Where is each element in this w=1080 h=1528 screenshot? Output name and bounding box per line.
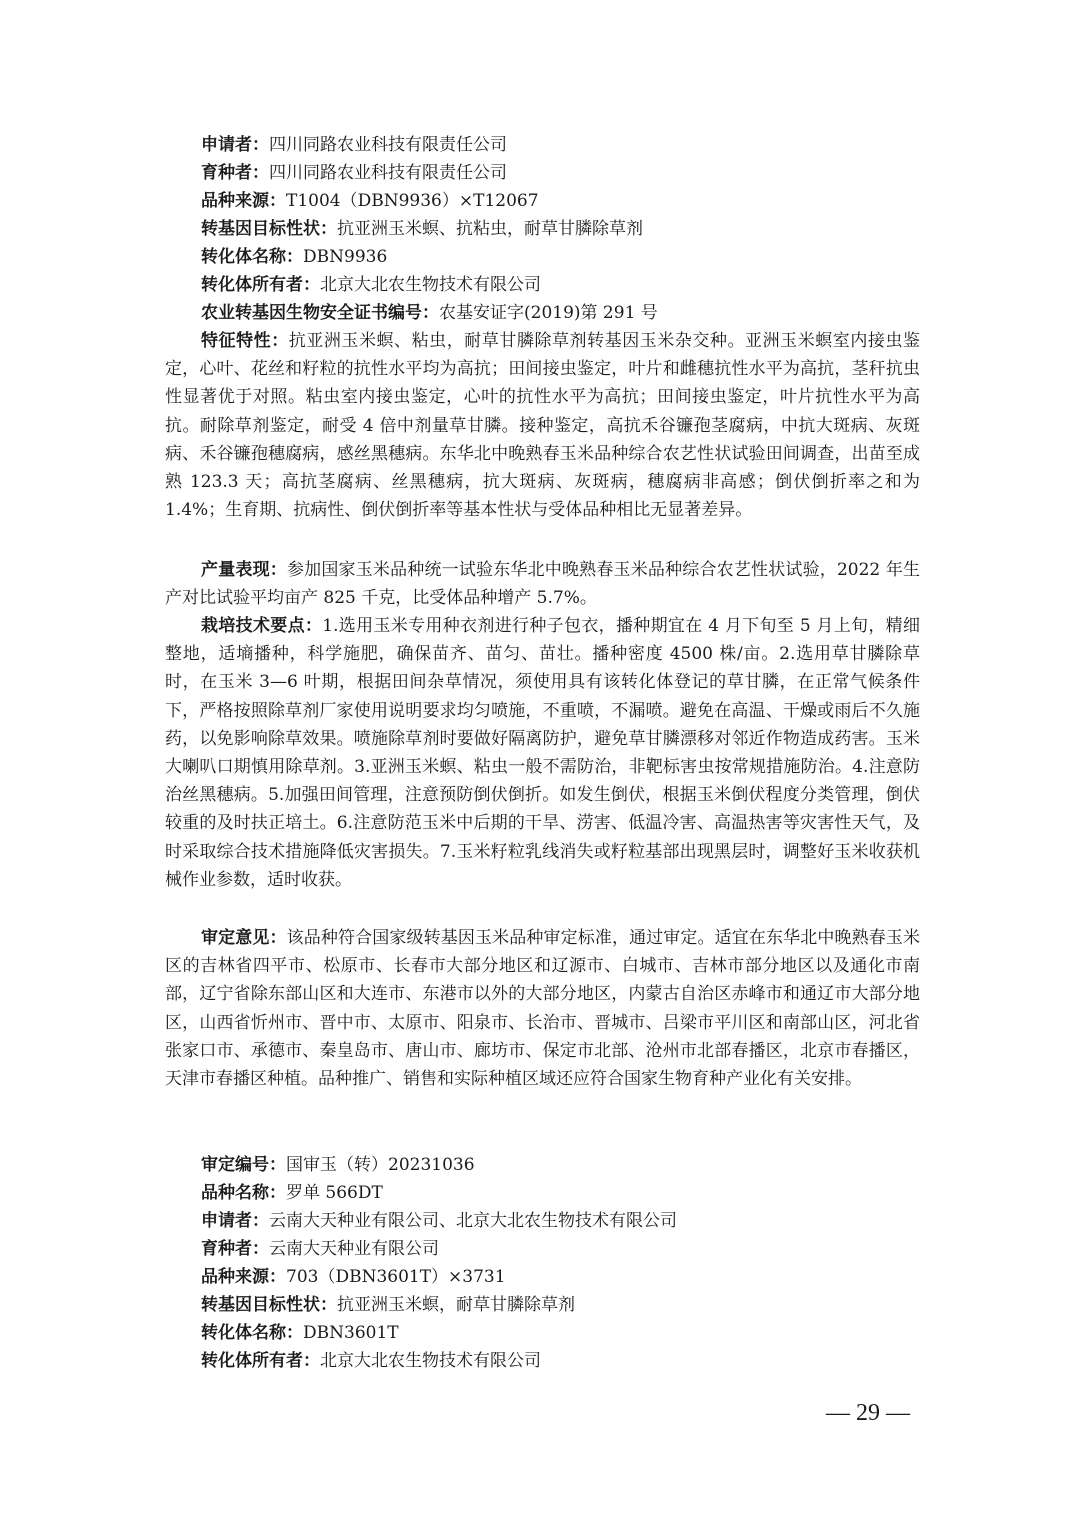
applicant-label: 申请者： (201, 135, 269, 155)
trait2-value: 抗亚洲玉米螟，耐草甘膦除草剂 (337, 1295, 575, 1315)
page-number: — 29 — (826, 1400, 910, 1426)
trait-label: 转基因目标性状： (201, 219, 337, 239)
event-owner-line (165, 271, 920, 299)
event-owner-label: 转化体所有者： (201, 275, 320, 295)
trait2-label: 转基因目标性状： (201, 1295, 337, 1315)
event-owner2-value: 北京大北农生物技术有限公司 (320, 1351, 541, 1371)
opinion-text: 该品种符合国家级转基因玉米品种审定标准，通过审定。适宜在东华北中晚熟春玉米区的吉林省四平市、松原市、长春市大部分地区和辽源市、白城市、吉林市部分地区以及通化市南部，辽宁省除东部山区和大连市、东港市以外的大部分地区，内蒙古自治区赤峰市和通辽市大部分地区，山西省忻州市、晋中市、太原市、阳泉市、长治市、晋城市、吕梁市平川区和南部山区，河北省张家口市、承德市、秦皇岛市、唐山市、廊坊市、保定市北部、沧州市北部春播区，北京市春播区，天津市春播区种植。品种推广、销售和实际种植区域还应符合国家生物育种产业化有关安排。 (165, 928, 921, 1090)
variety-name-value: 罗单 566DT (286, 1183, 383, 1203)
yield-label: 产量表现： (201, 560, 287, 580)
variety-name-line (165, 1179, 920, 1207)
event-name-line (165, 243, 920, 271)
approval-no-line (165, 1151, 920, 1179)
cultivation-section (165, 612, 920, 894)
applicant2-value: 云南大天种业有限公司、北京大北农生物技术有限公司 (269, 1211, 677, 1231)
characteristics-text: 抗亚洲玉米螟、粘虫，耐草甘膦除草剂转基因玉米杂交种。亚洲玉米螟室内接虫鉴定，心叶、花丝和籽粒的抗性水平均为高抗；田间接虫鉴定，叶片和雌穗抗性水平为高抗，茎秆抗虫性显著优于对照。粘虫室内接虫鉴定，心叶的抗性水平为高抗；田间接虫鉴定，叶片抗性水平为高抗。耐除草剂鉴定，耐受 4 倍中剂量草甘膦。接种鉴定，高抗禾谷镰孢茎腐病，中抗大斑病、灰斑病、禾谷镰孢穗腐病，感丝黑穗病。东华北中晚熟春玉米品种综合农艺性状试验田间调查，出苗至成熟 123.3 天；高抗茎腐病、丝黑穗病，抗大斑病、灰斑病，穗腐病非高感；倒伏倒折率之和为 1.4%；生育期、抗病性、倒伏倒折率等基本性状与受体品种相比无显著差异。 (165, 331, 920, 521)
source2-label: 品种来源： (201, 1267, 286, 1287)
trait-value: 抗亚洲玉米螟、抗粘虫，耐草甘膦除草剂 (337, 219, 643, 239)
trait2-line (165, 1291, 920, 1319)
certificate-label: 农业转基因生物安全证书编号： (201, 303, 439, 323)
source-line (165, 187, 920, 215)
source-label: 品种来源： (201, 191, 286, 211)
event-owner2-label: 转化体所有者： (201, 1351, 320, 1371)
applicant2-label: 申请者： (201, 1211, 269, 1231)
breeder2-value: 云南大天种业有限公司 (269, 1239, 439, 1259)
characteristics-section (165, 327, 920, 524)
variety-name-label: 品种名称： (201, 1183, 286, 1203)
approval-no-value: 国审玉（转）20231036 (286, 1155, 475, 1175)
yield-paragraph (165, 556, 920, 612)
source-value: T1004（DBN9936）×T12067 (286, 191, 539, 211)
applicant2-line (165, 1207, 920, 1235)
event-name2-line (165, 1319, 920, 1347)
characteristics-paragraph (165, 327, 920, 524)
yield-text: 参加国家玉米品种统一试验东华北中晚熟春玉米品种综合农艺性状试验，2022 年生产对比试验平均亩产 825 千克，比受体品种增产 5.7%。 (165, 560, 921, 609)
characteristics-label: 特征特性： (201, 331, 289, 351)
event-name2-value: DBN3601T (303, 1323, 399, 1343)
opinion-section (165, 924, 920, 1093)
breeder-label: 育种者： (201, 163, 269, 183)
event-name2-label: 转化体名称： (201, 1323, 303, 1343)
yield-section (165, 556, 920, 612)
variety2-fields (165, 1151, 920, 1375)
trait-line (165, 215, 920, 243)
cultivation-label: 栽培技术要点： (201, 616, 323, 636)
opinion-label: 审定意见： (201, 928, 287, 948)
source2-value: 703（DBN3601T）×3731 (286, 1267, 506, 1287)
breeder-line (165, 159, 920, 187)
breeder2-line (165, 1235, 920, 1263)
cultivation-paragraph (165, 612, 920, 894)
event-name-label: 转化体名称： (201, 247, 303, 267)
event-owner-value: 北京大北农生物技术有限公司 (320, 275, 541, 295)
source2-line (165, 1263, 920, 1291)
cultivation-text: 1.选用玉米专用种衣剂进行种子包衣，播种期宜在 4 月下旬至 5 月上旬，精细整地，适墒播种，科学施肥，确保苗齐、苗匀、苗壮。播种密度 4500 株/亩。2.选用草甘膦除草时，在玉米 3—6 叶期，根据田间杂草情况，须使用具有该转化体登记的草甘膦，在正常气候条件下，严格按照除草剂厂家使用说明要求均匀喷施，不重喷，不漏喷。避免在高温、干燥或雨后不久施药，以免影响除草效果。喷施除草剂时要做好隔离防护，避免草甘膦漂移对邻近作物造成药害。玉米大喇叭口期慎用除草剂。3.亚洲玉米螟、粘虫一般不需防治，非靶标害虫按常规措施防治。4.注意防治丝黑穗病。5.加强田间管理，注意预防倒伏倒折。如发生倒伏，根据玉米倒伏程度分类管理，倒伏较重的及时扶正培土。6.注意防范玉米中后期的干旱、涝害、低温冷害、高温热害等灾害性天气，及时采取综合技术措施降低灾害损失。7.玉米籽粒乳线消失或籽粒基部出现黑层时，调整好玉米收获机械作业参数，适时收获。 (165, 616, 921, 890)
variety1-fields (165, 131, 920, 327)
breeder2-label: 育种者： (201, 1239, 269, 1259)
event-name-value: DBN9936 (303, 247, 388, 267)
opinion-paragraph (165, 924, 920, 1093)
certificate-value: 农基安证字(2019)第 291 号 (439, 303, 658, 323)
breeder-value: 四川同路农业科技有限责任公司 (269, 163, 507, 183)
applicant-line (165, 131, 920, 159)
event-owner2-line (165, 1347, 920, 1375)
applicant-value: 四川同路农业科技有限责任公司 (269, 135, 507, 155)
approval-no-label: 审定编号： (201, 1155, 286, 1175)
certificate-line (165, 299, 920, 327)
